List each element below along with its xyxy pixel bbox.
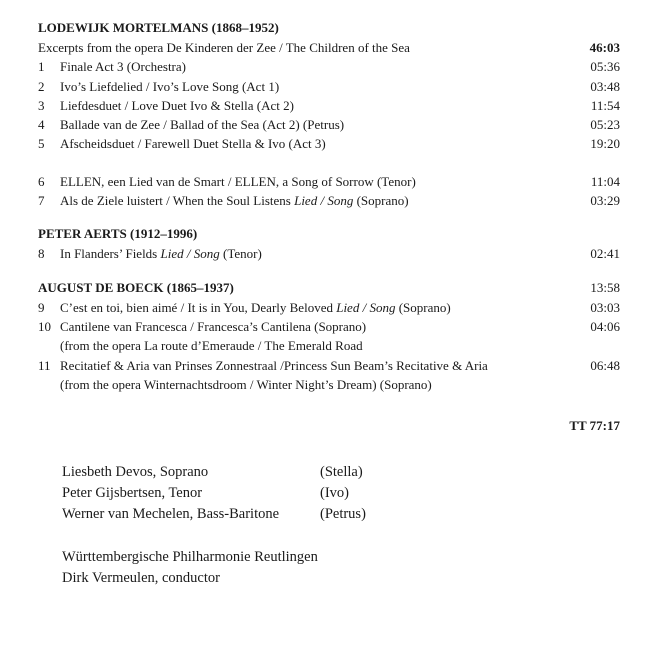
track-duration: 02:41 — [590, 246, 620, 262]
performer-name: Liesbeth Devos, Soprano — [62, 464, 209, 480]
track-duration: 06:48 — [590, 357, 620, 373]
title-genre: Lied / Song — [160, 246, 220, 262]
track-number: 2 — [38, 78, 45, 94]
performer-row — [62, 483, 366, 504]
total-time: TT 77:17 — [569, 418, 620, 434]
track-number: 1 — [38, 59, 45, 75]
track-title — [60, 244, 560, 263]
track-number: 9 — [38, 299, 45, 315]
spacer — [38, 264, 620, 278]
track-title — [60, 356, 560, 395]
work-header — [38, 38, 620, 57]
track-title-line: Cantilene van Francesca / Francesca’s Cantilena (Soprano) — [60, 318, 367, 334]
track-duration: 05:36 — [590, 59, 620, 75]
title-voice: (Soprano) — [395, 299, 451, 315]
track-duration: 19:20 — [590, 136, 620, 152]
track-duration: 03:29 — [590, 193, 620, 209]
track-row — [38, 356, 620, 395]
work-title: Excerpts from the opera De Kinderen der Zee / The Children of the Sea — [38, 40, 410, 55]
track-title: ELLEN, een Lied van de Smart / ELLEN, a Song of Sorrow (Tenor) — [60, 173, 416, 189]
track-number: 10 — [38, 318, 51, 334]
track-duration: 11:04 — [590, 173, 620, 189]
track-title: Finale Act 3 (Orchestra) — [60, 59, 186, 75]
title-voice: (Tenor) — [219, 246, 262, 262]
performer-row — [62, 504, 366, 525]
track-title: Afscheidsduet / Farewell Duet Stella & Ivo (Act 3) — [60, 136, 326, 152]
orchestra-name: Württembergische Philharmonie Reutlingen — [62, 549, 318, 565]
track-row — [38, 191, 620, 210]
track-duration: 04:06 — [590, 318, 620, 334]
composer-name: AUGUST DE BOECK (1865–1937) — [38, 279, 234, 295]
composer-heading — [38, 278, 620, 298]
title-voice: (Soprano) — [353, 193, 409, 209]
track-number: 7 — [38, 193, 45, 209]
track-row — [38, 172, 620, 191]
track-number: 3 — [38, 97, 45, 113]
spacer — [38, 154, 620, 172]
composer-heading — [38, 224, 620, 244]
track-title: Liefdesduet / Love Duet Ivo & Stella (Act 2) — [60, 97, 294, 113]
track-row — [38, 96, 620, 115]
ensemble — [62, 547, 366, 589]
track-row — [38, 134, 620, 153]
performer-role: (Ivo) — [320, 485, 349, 501]
performer-name: Werner van Mechelen, Bass-Baritone — [62, 506, 280, 522]
title-genre: Lied / Song — [336, 299, 396, 315]
track-title: Ballade van de Zee / Ballad of the Sea (Act 2) (Petrus) — [60, 117, 345, 133]
composer-heading — [38, 18, 620, 38]
track-title-line: (from the opera Winternachtsdroom / Winter Night’s Dream) (Soprano) — [60, 376, 432, 392]
track-duration: 11:54 — [590, 97, 620, 113]
work-duration: 46:03 — [589, 40, 620, 55]
track-row — [38, 115, 620, 134]
spacer — [38, 210, 620, 224]
track-number: 4 — [38, 117, 45, 133]
track-row — [38, 57, 620, 76]
track-title-line: Recitatief & Aria van Prinses Zonnestraal /Princess Sun Beam’s Recitative & Aria — [60, 357, 488, 373]
composer-duration: 13:58 — [590, 279, 620, 295]
track-duration: 03:48 — [590, 78, 620, 94]
credits — [62, 462, 366, 589]
track-row — [38, 317, 620, 356]
composer-name: PETER AERTS (1912–1996) — [38, 226, 198, 242]
track-duration: 05:23 — [590, 117, 620, 133]
track-number: 8 — [38, 246, 45, 262]
title-text: Als de Ziele luistert / When the Soul Listens — [60, 193, 295, 209]
track-title — [60, 317, 560, 356]
title-genre: Lied / Song — [294, 193, 354, 209]
composer-name: LODEWIJK MORTELMANS (1868–1952) — [38, 20, 279, 35]
track-number: 11 — [38, 357, 51, 373]
track-title — [60, 298, 560, 317]
track-number: 5 — [38, 136, 45, 152]
track-row — [38, 77, 620, 96]
performer-role: (Petrus) — [320, 506, 366, 522]
track-row — [38, 298, 620, 317]
track-title: Ivo’s Liefdelied / Ivo’s Love Song (Act 1) — [60, 78, 280, 94]
track-duration: 03:03 — [590, 299, 620, 315]
title-text: C’est en toi, bien aimé / It is in You, Dearly Beloved — [60, 299, 337, 315]
track-title-line: (from the opera La route d’Emeraude / The Emerald Road — [60, 338, 363, 354]
conductor-name: Dirk Vermeulen, conductor — [62, 570, 220, 586]
track-number: 6 — [38, 173, 45, 189]
track-title — [60, 191, 560, 210]
performer-name: Peter Gijsbertsen, Tenor — [62, 485, 203, 501]
track-row — [38, 244, 620, 263]
tracklist — [38, 18, 620, 436]
title-text: In Flanders’ Fields — [60, 246, 161, 262]
performer-role: (Stella) — [320, 464, 363, 480]
performer-row — [62, 462, 366, 483]
